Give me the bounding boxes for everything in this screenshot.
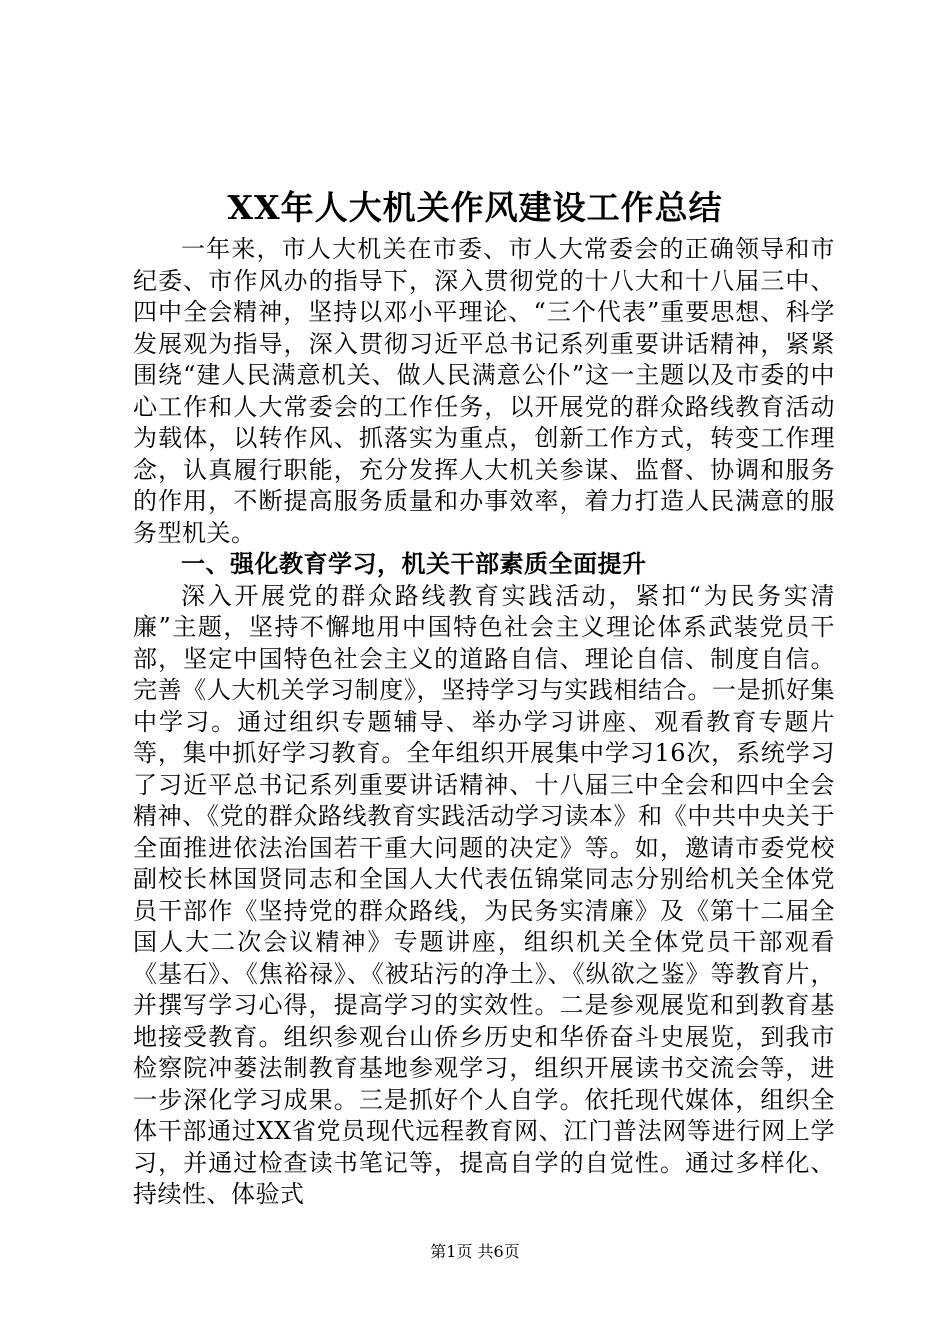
- document-title: XX年人大机关作风建设工作总结: [227, 188, 723, 227]
- section-heading-1: 一、强化教育学习，机关干部素质全面提升: [181, 550, 647, 578]
- paragraph-intro: 一年来，市人大机关在市委、市人大常委会的正确领导和市纪委、市作风办的指导下，深入贯彻党的十八大和十八届三中、四中全会精神，坚持以邓小平理论、“三个代表”重要思想、科学发展观为指导，深入贯彻习近平总书记系列重要讲话精神，紧紧围绕“建人民满意机关、做人民满意公仆”这一主题以及市委的中心工作和人大常委会的工作任务，以开展党的群众路线教育活动为载体，以转作风、抓落实为重点，创新工作方式，转变工作理念，认真履行职能，充分发挥人大机关参谋、监督、协调和服务的作用，不断提高服务质量和办事效率，着力打造人民满意的服务型机关。: [133, 235, 835, 547]
- page-number-footer: 第1页 共6页: [430, 1242, 520, 1261]
- paragraph-section-1: 深入开展党的群众路线教育实践活动，紧扣“为民务实清廉”主题，坚持不懈地用中国特色社会主义理论体系武装党员干部，坚定中国特色社会主义的道路自信、理论自信、制度自信。完善《人大机关学习制度》，坚持学习与实践相结合。一是抓好集中学习。通过组织专题辅导、举办学习讲座、观看教育专题片等，集中抓好学习教育。全年组织开展集中学习16次，系统学习了习近平总书记系列重要讲话精神、十八届三中全会和四中全会精神、《党的群众路线教育实践活动学习读本》和《中共中央关于全面推进依法治国若干重大问题的决定》等。如，邀请市委党校副校长林国贤同志和全国人大代表伍锦棠同志分别给机关全体党员干部作《坚持党的群众路线，为民务实清廉》及《第十二届全国人大二次会议精神》专题讲座，组织机关全体党员干部观看《基石》、《焦裕禄》、《被玷污的净土》、《纵欲之鉴》等教育片，并撰写学习心得，提高学习的实效性。二是参观展览和到教育基地接受教育。组织参观台山侨乡历史和华侨奋斗史展览，到我市检察院冲蒌法制教育基地参观学习，组织开展读书交流会等，进一步深化学习成果。三是抓好个人自学。依托现代媒体，组织全体干部通过XX省党员现代远程教育网、江门普法网等进行网上学习，并通过检查读书笔记等，提高自学的自觉性。通过多样化、持续性、体验式: [133, 581, 835, 1208]
- document-body: [133, 234, 835, 1211]
